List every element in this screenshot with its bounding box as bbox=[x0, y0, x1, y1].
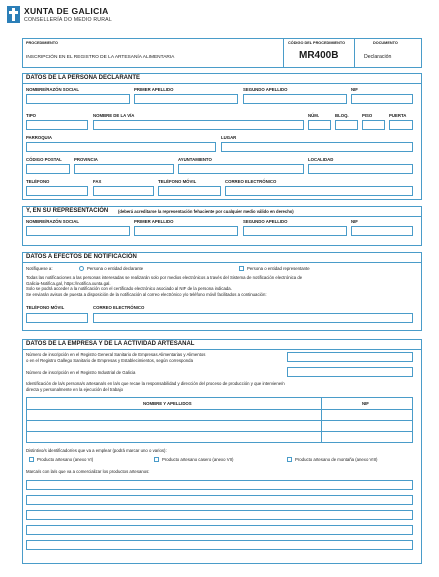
rep-nif-field[interactable] bbox=[351, 226, 413, 236]
phone-field[interactable] bbox=[26, 186, 88, 196]
brand-field-2[interactable] bbox=[26, 495, 413, 505]
rep-surname2-label: SEGUNDO APELLIDO bbox=[243, 219, 288, 224]
col-names-header: NOMBRE Y APELLIDOS bbox=[143, 401, 192, 406]
distinctive-text: Distintivo/s identificador/es que va a emplear (podrá marcar uno o varios): bbox=[26, 448, 167, 453]
xunta-logo-icon bbox=[7, 6, 20, 23]
brand-field-4[interactable] bbox=[26, 525, 413, 535]
postal-code-field[interactable] bbox=[26, 164, 70, 174]
org-name: XUNTA DE GALICIA bbox=[24, 6, 109, 16]
table-row[interactable] bbox=[27, 421, 320, 431]
road-name-label: NOMBRE DE LA VÍA bbox=[93, 113, 135, 118]
rep-surname2-field[interactable] bbox=[243, 226, 347, 236]
locality-label: LOCALIDAD bbox=[308, 157, 334, 162]
declarant-surname2-label: SEGUNDO APELLIDO bbox=[243, 87, 288, 92]
homemade-product-checkbox[interactable] bbox=[154, 457, 159, 462]
procedure-name: INSCRIPCIÓN EN EL REGISTRO DE LA ARTESANÍA ALIMENTARIA bbox=[26, 55, 175, 60]
declarant-name-label: NOMBRE/RAZÓN SOCIAL bbox=[26, 87, 79, 92]
province-field[interactable] bbox=[74, 164, 174, 174]
parish-label: PARROQUIA bbox=[26, 135, 52, 140]
reg-general-text-2: o en el Registro Gallego Sanitario de Empresas y Establecimientos, según corresponda bbox=[26, 357, 193, 363]
mobile-field[interactable] bbox=[158, 186, 221, 196]
notification-title: DATOS A EFECTOS DE NOTIFICACIÓN bbox=[26, 254, 137, 260]
rep-nif-label: NIF bbox=[351, 219, 358, 224]
document-label: DOCUMENTO bbox=[373, 41, 398, 45]
notify-declarant-label: Persona o entidad declarante bbox=[87, 266, 144, 271]
document-value: Declaración bbox=[364, 54, 392, 60]
brands-text: Marca/s con la/s que va a comercializar los productos artesanos: bbox=[26, 469, 150, 474]
fax-label: FAX bbox=[93, 179, 102, 184]
road-type-label: TIPO bbox=[26, 113, 37, 118]
door-field[interactable] bbox=[389, 120, 413, 130]
declarant-surname2-field[interactable] bbox=[243, 94, 347, 104]
artisan-product-checkbox[interactable] bbox=[29, 457, 34, 462]
brand-field-3[interactable] bbox=[26, 510, 413, 520]
ident-text-1: Identificación de la/s persona/s artesana/s en la/s que recae la responsabilidad y dirección del proceso de producción y que interviene/n bbox=[26, 381, 285, 386]
brand-field-5[interactable] bbox=[26, 540, 413, 550]
parish-field[interactable] bbox=[26, 142, 216, 152]
procedure-code-label: CÓDIGO DEL PROCEDIMIENTO bbox=[288, 41, 346, 45]
procedure-label: PROCEDIMIENTO bbox=[26, 41, 58, 45]
reg-general-field[interactable] bbox=[287, 352, 413, 362]
artisan-product-label: Producto artesano (anexo VI) bbox=[37, 457, 94, 462]
col-nif-header: NIF bbox=[362, 401, 369, 406]
notification-text-2: Galicia-Notifica.gal, https://notifica.xunta.gal. bbox=[26, 280, 111, 286]
road-name-field[interactable] bbox=[93, 120, 304, 130]
mobile-label: TELÉFONO MÓVIL bbox=[158, 179, 197, 184]
notify-representative-label: Persona o entidad representante bbox=[247, 266, 310, 271]
table-row[interactable] bbox=[27, 432, 320, 442]
declarant-surname1-field[interactable] bbox=[134, 94, 238, 104]
company-title: DATOS DE LA EMPRESA Y DE LA ACTIVIDAD ARTESANAL bbox=[26, 341, 195, 347]
department-name: CONSELLERÍA DO MEDIO RURAL bbox=[24, 17, 112, 23]
notify-declarant-radio[interactable] bbox=[79, 266, 84, 271]
rep-surname1-label: PRIMER APELLIDO bbox=[134, 219, 174, 224]
representative-title-note: (deberá acreditarse la representación fehaciente por cualquier medio válido en derecho) bbox=[118, 209, 294, 214]
number-field[interactable] bbox=[308, 120, 331, 130]
procedure-code: MR400B bbox=[299, 50, 339, 61]
notif-mobile-label: TELÉFONO MÓVIL bbox=[26, 305, 65, 310]
road-type-field[interactable] bbox=[26, 120, 88, 130]
declarant-nif-label: NIF bbox=[351, 87, 358, 92]
email-field[interactable] bbox=[225, 186, 413, 196]
notification-text-1: Todas las notificaciones a las personas interesadas se realizarán solo por medios electrónicos a través del Sistema de notificación electrónica de bbox=[26, 275, 303, 280]
floor-label: PISO bbox=[362, 113, 373, 118]
block-field[interactable] bbox=[335, 120, 358, 130]
rep-surname1-field[interactable] bbox=[134, 226, 238, 236]
block-label: BLOQ. bbox=[335, 113, 349, 118]
notification-text-4: Se enviarán avisos de puesta a disposición de la notificación al correo electrónico y/o teléfono móvil facilitados a continuación: bbox=[26, 291, 267, 297]
rep-name-field[interactable] bbox=[26, 226, 130, 236]
reg-industrial-field[interactable] bbox=[287, 367, 413, 377]
floor-field[interactable] bbox=[362, 120, 385, 130]
declarant-title: DATOS DE LA PERSONA DECLARANTE bbox=[26, 75, 141, 81]
notify-representative-checkbox[interactable] bbox=[239, 266, 244, 271]
brand-field-1[interactable] bbox=[26, 480, 413, 490]
notification-text-3: Solo se podrá acceder a la notificación con el certificado electrónico asociado al NIF de la persona indicada. bbox=[26, 286, 232, 291]
ident-text-2: directa y personalmente en la ejecución del trabajo bbox=[26, 386, 123, 392]
representative-title: Y, EN SU REPRESENTACIÓN bbox=[26, 208, 109, 214]
fax-field[interactable] bbox=[93, 186, 154, 196]
municipality-label: AYUNTAMIENTO bbox=[178, 157, 212, 162]
door-label: PUERTA bbox=[389, 113, 407, 118]
mountain-product-checkbox[interactable] bbox=[287, 457, 292, 462]
table-row[interactable] bbox=[27, 410, 320, 420]
procedure-header-box bbox=[22, 38, 422, 68]
reg-industrial-text: Número de inscripción en el Registro Industrial de Galicia bbox=[26, 370, 136, 375]
number-label: NÚM. bbox=[308, 113, 319, 118]
rep-name-label: NOMBRE/RAZÓN SOCIAL bbox=[26, 219, 79, 224]
declarant-name-field[interactable] bbox=[26, 94, 130, 104]
notif-mobile-field[interactable] bbox=[26, 313, 88, 323]
postal-code-label: CÓDIGO POSTAL bbox=[26, 157, 62, 162]
place-field[interactable] bbox=[221, 142, 413, 152]
notif-email-label: CORREO ELECTRÓNICO bbox=[93, 305, 145, 310]
place-label: LUGAR bbox=[221, 135, 237, 140]
email-label: CORREO ELECTRÓNICO bbox=[225, 179, 277, 184]
province-label: PROVINCIA bbox=[74, 157, 98, 162]
municipality-field[interactable] bbox=[178, 164, 304, 174]
mountain-product-label: Producto artesano de montaña (anexo VIII) bbox=[295, 457, 378, 462]
notif-email-field[interactable] bbox=[93, 313, 413, 323]
declarant-surname1-label: PRIMER APELLIDO bbox=[134, 87, 174, 92]
homemade-product-label: Producto artesano casero (anexo VII) bbox=[162, 457, 234, 462]
reg-general-text-1: Número de inscripción en el Registro General Sanitario de Empresas Alimentarias y Alimentos bbox=[26, 352, 206, 357]
locality-field[interactable] bbox=[308, 164, 413, 174]
phone-label: TELÉFONO bbox=[26, 179, 50, 184]
declarant-nif-field[interactable] bbox=[351, 94, 413, 104]
notify-to-label: Notifíquese a: bbox=[26, 266, 53, 271]
